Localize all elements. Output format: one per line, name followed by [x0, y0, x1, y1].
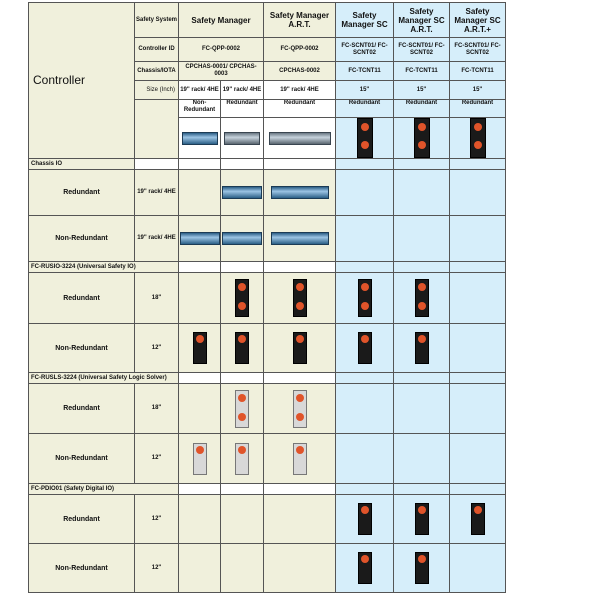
module-image	[450, 495, 506, 544]
controller-id-sc: FC-SCNT01/ FC-SCNT02	[336, 38, 394, 62]
controller-id-sc-art-plus: FC-SCNT01/ FC-SCNT02	[450, 38, 506, 62]
size-sc: 15"	[336, 81, 394, 100]
row-size: 12"	[135, 495, 179, 544]
controller-image-sc-art-plus	[450, 118, 506, 159]
type-sm-nonred: Non-Redundant	[179, 100, 221, 118]
section-title-rusls: FC-RUSLS-3224 (Universal Safety Logic Solver)	[29, 373, 179, 384]
module-image	[394, 324, 450, 373]
chassis-sc: FC-TCNT11	[336, 62, 394, 81]
chassis-sc-art: FC-TCNT11	[394, 62, 450, 81]
type-sm-red: Redundant	[221, 100, 264, 118]
chassis-label: Chassis/IOTA	[135, 62, 179, 81]
section-title-rusio: FC-RUSIO-3224 (Universal Safety IO)	[29, 262, 179, 273]
module-image	[264, 324, 336, 373]
chassis-io-image	[179, 216, 221, 262]
type-sc-art-plus: Redundant	[450, 100, 506, 118]
col-header-sm-sc-art-plus: Safety Manager SC A.R.T.+	[450, 3, 506, 38]
controller-image-sm-nonred	[179, 118, 221, 159]
controller-image-sc-art	[394, 118, 450, 159]
chassis-io-image	[221, 216, 264, 262]
row-label: Non-Redundant	[29, 216, 135, 262]
module-image	[179, 324, 221, 373]
module-image	[221, 384, 264, 434]
module-image	[264, 273, 336, 324]
controller-id-label: Controller ID	[135, 38, 179, 62]
size-sm-art: 19" rack/ 4HE	[264, 81, 336, 100]
controller-id-sm-art: FC-QPP-0002	[264, 38, 336, 62]
module-image	[264, 384, 336, 434]
size-sm-red: 19" rack/ 4HE	[221, 81, 264, 100]
safety-system-label: Safety System	[135, 3, 179, 38]
module-image	[336, 544, 394, 593]
module-image	[394, 273, 450, 324]
type-sc: Redundant	[336, 100, 394, 118]
size-sc-art-plus: 15"	[450, 81, 506, 100]
row-size: 19" rack/ 4HE	[135, 170, 179, 216]
type-sm-art: Redundant	[264, 100, 336, 118]
module-image	[336, 495, 394, 544]
row-size: 12"	[135, 324, 179, 373]
compatibility-table	[28, 2, 506, 593]
module-image	[264, 434, 336, 484]
row-size: 18"	[135, 273, 179, 324]
size-sc-art: 15"	[394, 81, 450, 100]
module-image	[221, 324, 264, 373]
col-header-sm-sc-art: Safety Manager SC A.R.T.	[394, 3, 450, 38]
row-label: Non-Redundant	[29, 544, 135, 593]
controller-image-sm-red	[221, 118, 264, 159]
module-image	[394, 544, 450, 593]
chassis-io-image	[264, 170, 336, 216]
module-image	[394, 495, 450, 544]
section-title-pdio: FC-PDIO01 (Safety Digital IO)	[29, 484, 179, 495]
size-sm-nonred: 19" rack/ 4HE	[179, 81, 221, 100]
chassis-sm-art: CPCHAS-0002	[264, 62, 336, 81]
chassis-io-image	[221, 170, 264, 216]
module-image	[336, 324, 394, 373]
row-label: Redundant	[29, 170, 135, 216]
module-image	[179, 434, 221, 484]
controller-image-sm-art	[264, 118, 336, 159]
row-label: Non-Redundant	[29, 434, 135, 484]
controller-title: Controller	[29, 3, 135, 159]
row-size: 18"	[135, 384, 179, 434]
row-label: Non-Redundant	[29, 324, 135, 373]
row-size: 12"	[135, 544, 179, 593]
col-header-safety-manager: Safety Manager	[179, 3, 264, 38]
row-size: 19" rack/ 4HE	[135, 216, 179, 262]
row-label: Redundant	[29, 273, 135, 324]
size-label: Size (Inch)	[135, 81, 179, 100]
chassis-sc-art-plus: FC-TCNT11	[450, 62, 506, 81]
controller-image-sc	[336, 118, 394, 159]
chassis-sm: CPCHAS-0001/ CPCHAS-0003	[179, 62, 264, 81]
row-size: 12"	[135, 434, 179, 484]
controller-id-sm: FC-QPP-0002	[179, 38, 264, 62]
module-image	[221, 273, 264, 324]
module-image	[221, 434, 264, 484]
type-sc-art: Redundant	[394, 100, 450, 118]
row-label: Redundant	[29, 495, 135, 544]
col-header-sm-sc: Safety Manager SC	[336, 3, 394, 38]
section-title-chassis-io: Chassis IO	[29, 159, 135, 170]
chassis-io-image	[264, 216, 336, 262]
controller-id-sc-art: FC-SCNT01/ FC-SCNT02	[394, 38, 450, 62]
row-label: Redundant	[29, 384, 135, 434]
col-header-safety-manager-art: Safety Manager A.R.T.	[264, 3, 336, 38]
module-image	[336, 273, 394, 324]
